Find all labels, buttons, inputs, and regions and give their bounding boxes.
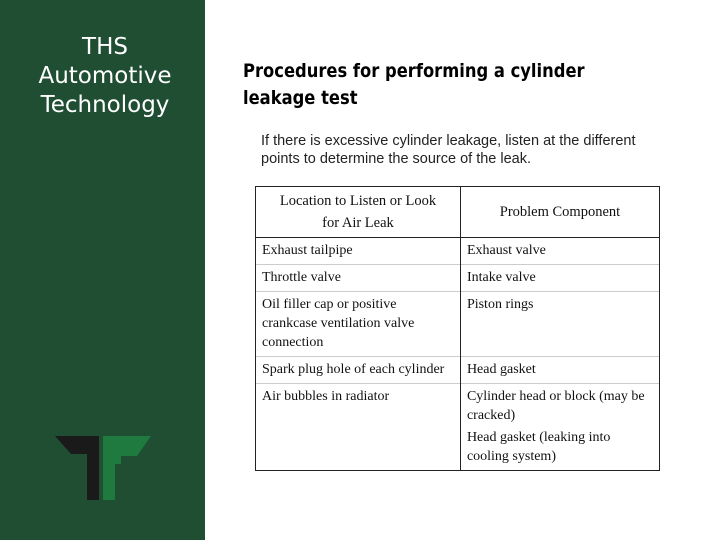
- table-row: [256, 357, 660, 384]
- table-row: [256, 265, 660, 292]
- table-row: [256, 292, 660, 357]
- column-header-component: [460, 187, 659, 238]
- component-cell: [460, 357, 659, 384]
- table-row: [256, 384, 660, 471]
- intro-line: If there is excessive cylinder leakage, listen at the different: [261, 133, 636, 149]
- ths-logo-icon: [55, 436, 155, 502]
- component-text: Head gasket: [466, 362, 536, 377]
- component-cell: [460, 292, 659, 357]
- page-title-line: Procedures for performing a cylinder: [243, 60, 585, 82]
- sidebar-title-line: Technology: [40, 92, 170, 118]
- header-line: Location to Listen or Look: [279, 193, 437, 209]
- location-cell: Air bubbles in radiator: [256, 384, 461, 471]
- component-text: Exhaust valve: [466, 243, 546, 258]
- sidebar-title-line: Automotive: [38, 63, 172, 89]
- component-cell: [460, 384, 659, 471]
- page-title-line: leakage test: [243, 87, 358, 109]
- component-cell: [460, 265, 659, 292]
- component-text: Intake valve: [466, 270, 536, 285]
- component-text: Piston rings: [466, 297, 534, 312]
- sidebar-title-line: THS: [82, 34, 128, 60]
- component-cell: [460, 238, 659, 265]
- component-text: Cylinder head or block (may be cracked): [466, 389, 645, 423]
- leakage-table: [255, 186, 660, 471]
- table-row: [256, 238, 660, 265]
- page-title: [243, 58, 604, 112]
- sidebar: [0, 0, 205, 540]
- header-line: Problem Component: [499, 204, 621, 220]
- location-cell: Exhaust tailpipe: [256, 238, 461, 265]
- header-line: for Air Leak: [322, 215, 394, 231]
- table-header-row: [256, 187, 660, 238]
- intro-line: points to determine the source of the leak.: [261, 151, 532, 167]
- location-cell: Throttle valve: [256, 265, 461, 292]
- sidebar-title: [0, 33, 210, 120]
- column-header-location: [256, 187, 461, 238]
- component-text: Head gasket (leaking into cooling system): [466, 430, 611, 464]
- location-cell: Oil filler cap or positive crankcase ventilation valve connection: [256, 292, 461, 357]
- intro-text: [261, 132, 701, 168]
- location-cell: Spark plug hole of each cylinder: [256, 357, 461, 384]
